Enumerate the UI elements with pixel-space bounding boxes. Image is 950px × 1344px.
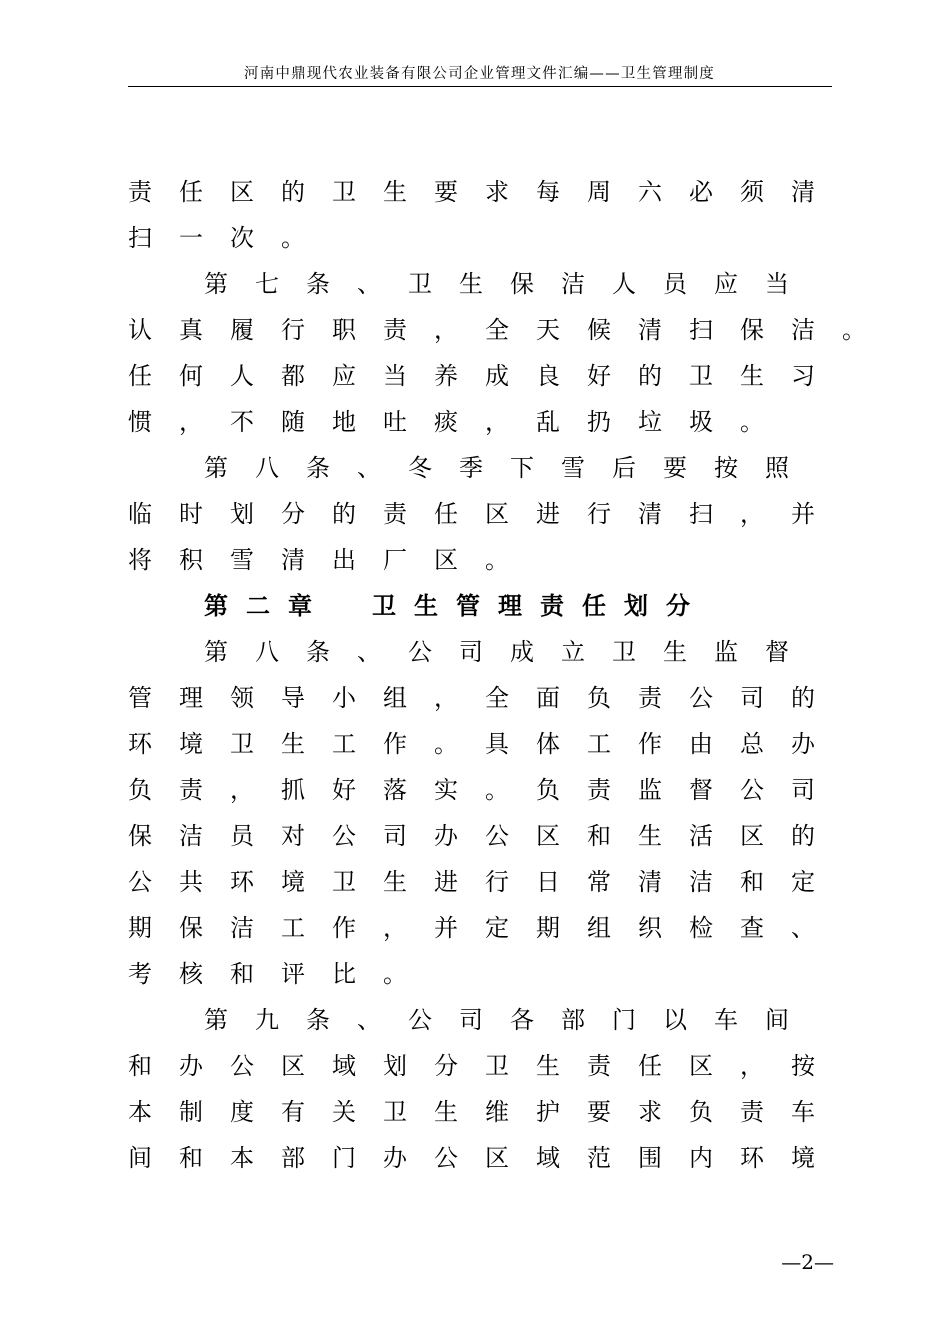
body-line: 惯，不随地吐痰，乱扔垃圾。 xyxy=(128,408,791,436)
running-header: 河南中鼎现代农业装备有限公司企业管理文件汇编——卫生管理制度 xyxy=(244,66,715,82)
body-line: 期保洁工作，并定期组织检查、 xyxy=(128,914,842,942)
body-line: 管理领导小组，全面负责公司的 xyxy=(128,684,842,712)
body-line: 考核和评比。 xyxy=(128,960,434,988)
header-divider xyxy=(128,86,832,87)
body-line: 将积雪清出厂区。 xyxy=(128,546,536,574)
article-7-line: 第七条、卫生保洁人员应当 xyxy=(204,270,816,298)
body-line: 保洁员对公司办公区和生活区的 xyxy=(128,822,842,850)
body-line: 公共环境卫生进行日常清洁和定 xyxy=(128,868,842,896)
body-line: 认真履行职责，全天候清扫保洁。 xyxy=(128,316,893,344)
body-line: 负责，抓好落实。负责监督公司 xyxy=(128,776,842,804)
body-line: 和办公区域划分卫生责任区，按 xyxy=(128,1052,842,1080)
chapter-heading: 第二章 卫生管理责任划分 xyxy=(204,592,708,620)
body-line: 环境卫生工作。具体工作由总办 xyxy=(128,730,842,758)
article-9-line: 第九条、公司各部门以车间 xyxy=(204,1006,816,1034)
body-line: 本制度有关卫生维护要求负责车 xyxy=(128,1098,842,1126)
body-line: 临时划分的责任区进行清扫，并 xyxy=(128,500,842,528)
body-line: 责任区的卫生要求每周六必须清 xyxy=(128,178,842,206)
article-8b-line: 第八条、公司成立卫生监督 xyxy=(204,638,816,666)
body-line: 扫一次。 xyxy=(128,224,332,252)
body-line: 任何人都应当养成良好的卫生习 xyxy=(128,362,842,390)
document-body xyxy=(128,169,893,1181)
page-number: —2— xyxy=(781,1250,834,1274)
article-8-line: 第八条、冬季下雪后要按照 xyxy=(204,454,816,482)
body-line: 间和本部门办公区域范围内环境 xyxy=(128,1144,842,1172)
